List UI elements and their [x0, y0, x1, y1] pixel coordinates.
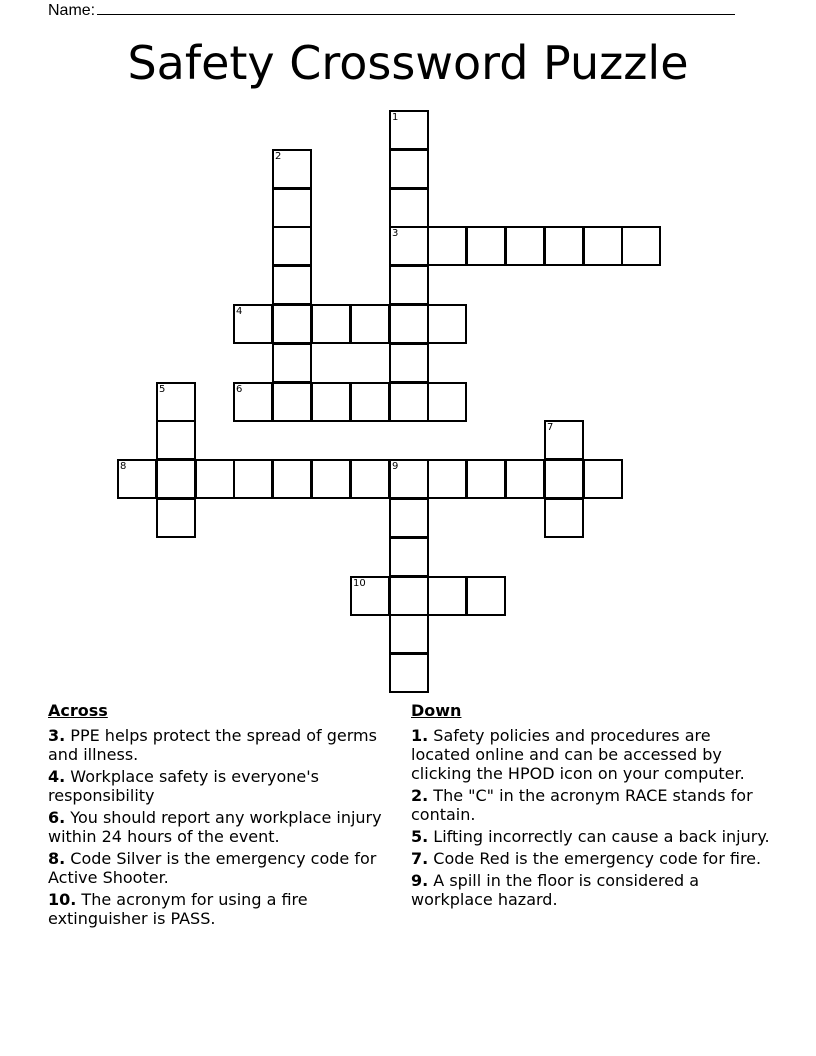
clue-number: 1.	[411, 726, 429, 745]
grid-cell[interactable]	[389, 110, 429, 150]
clue-number: 8.	[48, 849, 66, 868]
grid-cell[interactable]	[350, 576, 390, 616]
grid-cell[interactable]	[195, 459, 235, 499]
grid-cell[interactable]	[233, 304, 273, 344]
grid-cell[interactable]	[233, 459, 273, 499]
grid-cell[interactable]	[389, 265, 429, 305]
down-heading: Down	[411, 701, 462, 720]
grid-cell[interactable]	[389, 653, 429, 693]
cell-number: 4	[236, 306, 243, 317]
cell-number: 7	[547, 422, 554, 433]
grid-cell[interactable]	[117, 459, 157, 499]
grid-cell[interactable]	[427, 226, 467, 266]
clue-number: 5.	[411, 827, 429, 846]
clue-text: Workplace safety is everyone's responsibility	[48, 767, 319, 805]
grid-cell[interactable]	[544, 459, 584, 499]
clue-text: You should report any workplace injury within 24 hours of the event.	[48, 808, 382, 846]
grid-cell[interactable]	[583, 459, 623, 499]
grid-cell[interactable]	[156, 420, 196, 460]
across-clues	[48, 700, 393, 931]
grid-cell[interactable]	[505, 226, 545, 266]
clue-text: Lifting incorrectly can cause a back injury.	[428, 827, 770, 846]
grid-cell[interactable]	[389, 226, 429, 266]
grid-cell[interactable]	[350, 459, 390, 499]
clue-item	[411, 871, 771, 909]
clue-text: Safety policies and procedures are located online and can be accessed by clicking the HPOD icon on your computer.	[411, 726, 745, 783]
grid-cell[interactable]	[427, 304, 467, 344]
clue-number: 7.	[411, 849, 429, 868]
grid-cell[interactable]	[389, 614, 429, 654]
grid-cell[interactable]	[389, 576, 429, 616]
clue-item	[48, 849, 393, 887]
grid-cell[interactable]	[544, 226, 584, 266]
clue-text: Code Silver is the emergency code for Active Shooter.	[48, 849, 377, 887]
across-heading: Across	[48, 701, 108, 720]
grid-cell[interactable]	[389, 537, 429, 577]
down-clues	[411, 700, 771, 912]
grid-cell[interactable]	[311, 304, 351, 344]
grid-cell[interactable]	[466, 226, 506, 266]
clue-item	[48, 767, 393, 805]
clue-item	[411, 726, 771, 783]
grid-cell[interactable]	[350, 382, 390, 422]
grid-cell[interactable]	[233, 382, 273, 422]
grid-cell[interactable]	[544, 498, 584, 538]
cell-number: 8	[120, 461, 127, 472]
clue-text: A spill in the floor is considered a workplace hazard.	[411, 871, 700, 909]
grid-cell[interactable]	[466, 459, 506, 499]
clue-text: Code Red is the emergency code for fire.	[428, 849, 762, 868]
clue-number: 2.	[411, 786, 429, 805]
clue-number: 10.	[48, 890, 77, 909]
grid-cell[interactable]	[427, 576, 467, 616]
grid-cell[interactable]	[272, 382, 312, 422]
grid-cell[interactable]	[466, 576, 506, 616]
grid-cell[interactable]	[389, 149, 429, 189]
across-clue-list	[48, 726, 393, 928]
grid-cell[interactable]	[389, 498, 429, 538]
grid-cell[interactable]	[427, 382, 467, 422]
grid-cell[interactable]	[272, 188, 312, 228]
grid-cell[interactable]	[350, 304, 390, 344]
grid-cell[interactable]	[389, 343, 429, 383]
grid-cell[interactable]	[389, 188, 429, 228]
page-title: Safety Crossword Puzzle	[127, 36, 689, 90]
down-clue-list	[411, 726, 771, 909]
clue-number: 3.	[48, 726, 66, 745]
clue-number: 6.	[48, 808, 66, 827]
clue-item	[48, 808, 393, 846]
clue-item	[48, 726, 393, 764]
grid-cell[interactable]	[621, 226, 661, 266]
grid-cell[interactable]	[272, 149, 312, 189]
clue-number: 9.	[411, 871, 429, 890]
clue-item	[411, 827, 771, 846]
grid-cell[interactable]	[156, 459, 196, 499]
clue-item	[411, 849, 771, 868]
cell-number: 5	[159, 384, 166, 395]
grid-cell[interactable]	[583, 226, 623, 266]
grid-cell[interactable]	[311, 382, 351, 422]
grid-cell[interactable]	[272, 343, 312, 383]
grid-cell[interactable]	[544, 420, 584, 460]
grid-cell[interactable]	[505, 459, 545, 499]
clue-text: The "C" in the acronym RACE stands for contain.	[411, 786, 753, 824]
grid-cell[interactable]	[389, 382, 429, 422]
clue-number: 4.	[48, 767, 66, 786]
cell-number: 1	[392, 112, 399, 123]
grid-cell[interactable]	[272, 265, 312, 305]
name-label: Name:	[48, 2, 96, 19]
clue-item	[411, 786, 771, 824]
grid-cell[interactable]	[272, 226, 312, 266]
grid-cell[interactable]	[389, 304, 429, 344]
clue-text: The acronym for using a fire extinguisher is PASS.	[48, 890, 308, 928]
cell-number: 10	[353, 578, 366, 589]
grid-cell[interactable]	[156, 498, 196, 538]
clue-text: PPE helps protect the spread of germs and illness.	[48, 726, 377, 764]
clue-item	[48, 890, 393, 928]
cell-number: 9	[392, 461, 399, 472]
cell-number: 6	[236, 384, 243, 395]
grid-cell[interactable]	[427, 459, 467, 499]
cell-number: 2	[275, 151, 282, 162]
grid-cell[interactable]	[272, 304, 312, 344]
grid-cell[interactable]	[156, 382, 196, 422]
grid-cell[interactable]	[389, 459, 429, 499]
cell-number: 3	[392, 228, 399, 239]
grid-cell[interactable]	[272, 459, 312, 499]
grid-cell[interactable]	[311, 459, 351, 499]
